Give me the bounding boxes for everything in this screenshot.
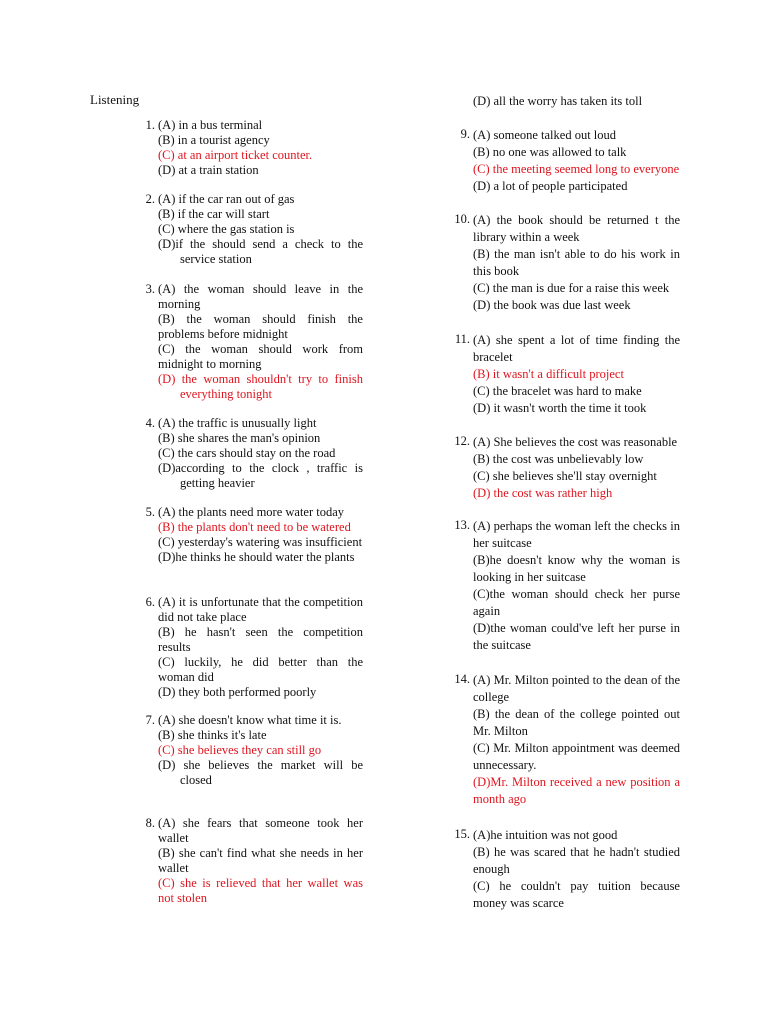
option-a: (A) the book should be returned t the library within a week — [473, 213, 680, 244]
option-a: (A) it is unfortunate that the competition did not take place — [158, 595, 363, 624]
question-number: 9. — [460, 127, 470, 141]
options-list — [473, 672, 680, 808]
option-c: (C) Mr. Milton appointment was deemed unnecessary. — [473, 741, 680, 772]
option-b: (B) he hasn't seen the competition results — [158, 625, 363, 654]
option-c: (C) where the gas station is — [158, 222, 295, 236]
option-a: (A)he intuition was not good — [473, 828, 618, 842]
question-number: 13. — [454, 518, 470, 532]
option-c: (C) the bracelet was hard to make — [473, 384, 642, 398]
option-d: (D) she believes the market will be closed — [158, 758, 363, 787]
option-c: (C) at an airport ticket counter. — [158, 148, 313, 162]
question-number: 7. — [145, 713, 155, 727]
option-c: (C) the man is due for a raise this week — [473, 281, 670, 295]
options-list — [473, 127, 680, 195]
options-list — [158, 505, 363, 565]
option-b: (B) in a tourist agency — [158, 133, 270, 147]
option-b: (B) no one was allowed to talk — [473, 145, 627, 159]
option-a: (A) she spent a lot of time finding the bracelet — [473, 333, 680, 364]
option-d: (D) the book was due last week — [473, 298, 631, 312]
option-c: (C) the meeting seemed long to everyone — [473, 162, 680, 176]
question-number: 1. — [145, 118, 155, 132]
question-number: 8. — [145, 816, 155, 830]
option-c: (C) she believes they can still go — [158, 743, 322, 757]
option-b: (B)he doesn't know why the woman is looking in her suitcase — [473, 553, 680, 584]
option-a: (A) someone talked out loud — [473, 128, 617, 142]
options-list — [158, 192, 363, 267]
options-list — [158, 816, 363, 906]
section-heading: Listening — [90, 92, 140, 107]
option-a: (A) the woman should leave in the morning — [158, 282, 363, 311]
option-b: (B) the plants don't need to be watered — [158, 520, 351, 534]
option-c: (C) the woman should work from midnight to morning — [158, 342, 363, 371]
option-b: (B) it wasn't a difficult project — [473, 367, 624, 381]
question-number: 14. — [454, 672, 470, 686]
option-a: (A) the traffic is unusually light — [158, 416, 317, 430]
question-number: 5. — [145, 505, 155, 519]
question-number: 4. — [145, 416, 155, 430]
options-list — [158, 118, 363, 178]
option-d: (D) the cost was rather high — [473, 486, 613, 500]
option-d: (D) they both performed poorly — [158, 685, 317, 699]
option-b: (B) she shares the man's opinion — [158, 431, 321, 445]
question-number: 6. — [145, 595, 155, 609]
question-number: 10. — [454, 212, 470, 226]
option-d: (D)Mr. Milton received a new position a month ago — [473, 775, 680, 806]
options-list — [158, 595, 363, 700]
option-d: (D) the woman shouldn't try to finish everything tonight — [158, 372, 363, 401]
options-list — [473, 434, 680, 502]
question-number: 2. — [145, 192, 155, 206]
option-c: (C) luckily, he did better than the woman did — [158, 655, 363, 684]
option-c: (C) he couldn't pay tuition because money was scarce — [473, 879, 680, 910]
option-b: (B) he was scared that he hadn't studied enough — [473, 845, 680, 876]
options-list — [473, 827, 680, 912]
option-d: (D) at a train station — [158, 163, 259, 177]
option-a: (A) in a bus terminal — [158, 118, 263, 132]
option-d: (D)the woman could've left her purse in the suitcase — [473, 621, 680, 652]
option-a: (A) she doesn't know what time it is. — [158, 713, 342, 727]
option-c: (C) she is relieved that her wallet was not stolen — [158, 876, 363, 905]
options-list — [473, 212, 680, 314]
option-b: (B) if the car will start — [158, 207, 270, 221]
question-number: 15. — [454, 827, 470, 841]
option-a: (A) she fears that someone took her wallet — [158, 816, 363, 845]
option-b: (B) the cost was unbelievably low — [473, 452, 644, 466]
option-c: (C)the woman should check her purse again — [473, 587, 680, 618]
option: (D) all the worry has taken its toll — [473, 94, 643, 108]
option-a: (A) perhaps the woman left the checks in her suitcase — [473, 519, 680, 550]
option-b: (B) the man isn't able to do his work in this book — [473, 247, 680, 278]
option-c: (C) yesterday's watering was insufficient — [158, 535, 363, 549]
option-a: (A) the plants need more water today — [158, 505, 345, 519]
question-number: 3. — [145, 282, 155, 296]
option-d: (D)if the should send a check to the service station — [158, 237, 363, 266]
option-d: (D) a lot of people participated — [473, 179, 628, 193]
option-d: (D)he thinks he should water the plants — [158, 550, 355, 564]
option-b: (B) she thinks it's late — [158, 728, 267, 742]
option-c: (C) the cars should stay on the road — [158, 446, 336, 460]
option-b: (B) she can't find what she needs in her wallet — [158, 846, 363, 875]
option-a: (A) She believes the cost was reasonable — [473, 435, 678, 449]
question-number: 12. — [454, 434, 470, 448]
option-d: (D)according to the clock , traffic is getting heavier — [158, 461, 363, 490]
options-list — [473, 332, 680, 417]
option-a: (A) Mr. Milton pointed to the dean of the college — [473, 673, 680, 704]
option-b: (B) the dean of the college pointed out Mr. Milton — [473, 707, 680, 738]
options-list — [158, 282, 363, 402]
options-list — [473, 518, 680, 654]
question-number: 11. — [454, 332, 470, 346]
option-c: (C) she believes she'll stay overnight — [473, 469, 657, 483]
options-list — [158, 416, 363, 491]
options-list — [158, 713, 363, 788]
option-a: (A) if the car ran out of gas — [158, 192, 295, 206]
option-d: (D) it wasn't worth the time it took — [473, 401, 647, 415]
option-b: (B) the woman should finish the problems before midnight — [158, 312, 363, 341]
